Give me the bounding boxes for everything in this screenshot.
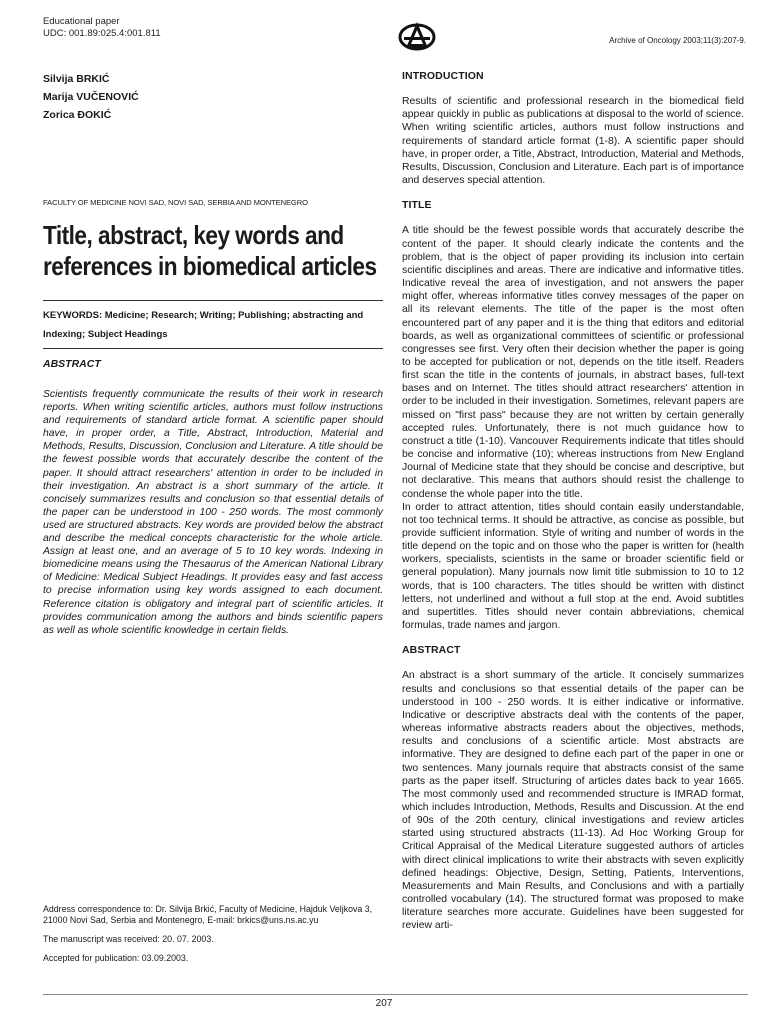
section-heading: ABSTRACT	[402, 644, 461, 657]
author-list	[43, 70, 139, 124]
udc-code: UDC: 001.89:025.4:001.811	[43, 27, 161, 39]
affiliation: FACULTY OF MEDICINE NOVI SAD, NOVI SAD, SERBIA AND MONTENEGRO	[43, 198, 308, 207]
title-line: Title, abstract, key words and	[43, 220, 344, 250]
accepted-date: Accepted for publication: 03.09.2003.	[43, 953, 189, 963]
journal-citation: Archive of Oncology 2003;11(3):207-9.	[609, 36, 746, 45]
keywords	[43, 306, 383, 344]
author-name: Zorica ĐOKIĆ	[43, 109, 112, 121]
keywords-text: Medicine; Research; Writing; Publishing; abstracting and Indexing; Subject Headings	[43, 310, 364, 340]
main-text-column	[402, 70, 744, 945]
section-title	[402, 199, 744, 632]
journal-logo-icon	[398, 20, 436, 52]
author-name: Marija VUČENOVIĆ	[43, 91, 139, 103]
section-introduction	[402, 70, 744, 187]
received-date: The manuscript was received: 20. 07. 2003.	[43, 934, 214, 944]
paragraph: A title should be the fewest possible words that accurately describe the content of the paper. It should clearly indicate the contents and the problem, that is the object of paper providing its inclusion into certain scientific disciplines and areas. There are indicative and informative titles. Indicative reveal the area of investigation, and not answers the paper might offer, whereas informative titles convey messages of the paper on all its relevant elements. The title of the paper is the most often encountered part of any paper and it is the thing that editors and editorial boards, as well as organizational committees of scientific or professional congresses see first. Very often their decision whether the paper is going to be accepted for publication or not, depends on the title itself. Readers first scan the title in the contents of journals, in abstract bases, full-text bases and on Internet. The titles should attract researchers' attention in order to be included in their investigation. Sometimes, relevant papers are missed on "first pass" because they are not written by certain generally accepted rules. Unfortunately, there is not much guidance how to construct a title (1-10). Vancouver Requirements indicate that titles should be concise and informative (10); whereas instructions from New England Journal of Medicine state that they should be concise and descriptive, but not declarative. This means that authors should resist the challenge to condense the whole paper into the title.	[402, 225, 744, 500]
divider	[43, 348, 383, 349]
paragraph: An abstract is a short summary of the article. It concisely summarizes results and conclusions so that essential details of the paper can be understood in 100 - 250 words. It is either indicative or informative. Indicative or descriptive abstracts deal with the contents of the paper, whereas informative abstracts readers about the objectives, methods, results and conclusions of a scientific article. Most abstracts are informative. They are designed to define each part of the paper in one or two sentences. Many journals require that abstracts consist of the same parts as the paper itself. Structuring of articles dates back to year 1665. The most commonly used and recommended structure is IMRAD format, which includes Introduction, Methods, Results and Discussion. At the end of 90s of the 20th century, clinical investigations and review articles started using structured abstracts (11-13). Ad Hoc Working Group for Critical Appraisal of the Medical Literature suggested authors of articles with direct clinical implications to write their abstracts with seven explicitly defined headings: Objective, Design, Setting, Patients, Interventions, Measurements and Main Results, and Conclusions and with a partially controlled vocabulary (14). The structured format was proposed to make literature searches more accurate. Guidelines have been suggested for review arti-	[402, 670, 744, 932]
correspondence-address: Address correspondence to: Dr. Silvija Brkić, Faculty of Medicine, Hajduk Veljkova 3, 21000 Novi Sad, Serbia and Montenegro, E-mail: brkics@uns.ns.ac.yu	[43, 904, 373, 925]
section-heading: TITLE	[402, 199, 432, 212]
paragraph: In order to attract attention, titles should contain easily understandable, not too technical terms. It should be attractive, as concise as possible, but provide sufficient information. Style of writing and number of words in the title depend on the topic and on those who the paper is written for (health workers, specialists, scientists in the same or broader scientific field or general population). Many journals now limit title submission to 10 to 12 words, that is 100 characters. The titles should be written with distinct letters, not underlined and without a full stop at the end. Avoid subtitles and supertitles. Titles should never contain abbreviations, chemical formulas, trade names and jargon.	[402, 501, 744, 632]
header-left	[43, 16, 161, 39]
correspondence-block	[43, 904, 383, 972]
section-heading: INTRODUCTION	[402, 70, 484, 82]
paragraph: Results of scientific and professional research in the biomedical field appear quickly in public as publications at disposal to the world of science. When writing scientific articles, authors must follow instructions and requirements of standard article format (1-8). A scientific paper should have, in proper order, a Title, Abstract, Introduction, Material and Methods, Results, Discussion, Conclusion and Literature. Each part is of importance and deserves special attention.	[402, 96, 744, 187]
author-name: Silvija BRKIĆ	[43, 73, 110, 85]
article-title	[43, 220, 377, 282]
paper-type: Educational paper	[43, 16, 120, 27]
footer-divider	[43, 994, 748, 995]
title-line: references in biomedical articles	[43, 251, 377, 281]
abstract-heading: ABSTRACT	[43, 358, 101, 370]
section-abstract	[402, 644, 744, 932]
keywords-label: KEYWORDS:	[43, 310, 103, 321]
page-number: 207	[375, 998, 393, 1009]
abstract-body: Scientists frequently communicate the results of their work in research reports. When writing scientific articles, authors must follow instructions and requirements of standard article format. A scientific paper should have, in proper order, a Title, Abstract, Introduction, Material and Methods, Results, Discussion, Conclusion and Literature. A title should be the fewest possible words that accurately describe the content of the paper. It should attract researchers' attention in order to be included in their investigation. An abstract is a short summary of the article. It concisely summarizes results and conclusion so that essential details of the paper can be understood in 100 - 250 words. The most commonly used are structured abstracts. Key words are provided below the abstract and describe the medical concepts characteristic for the whole article. Assign at least one, and an average of 5 to 10 key words. Indexing in biomedicine means using the Thesaurus of the American National Library of Medicine: Medical Subject Headings. It provides easy and fast access to precise information using key words assigned to each document. Reference citation is obligatory and integral part of scientific articles. It provides communication among the authors and binds scientific papers as well as whole scientific knowledge in certain fields.	[43, 389, 383, 636]
divider	[43, 300, 383, 301]
